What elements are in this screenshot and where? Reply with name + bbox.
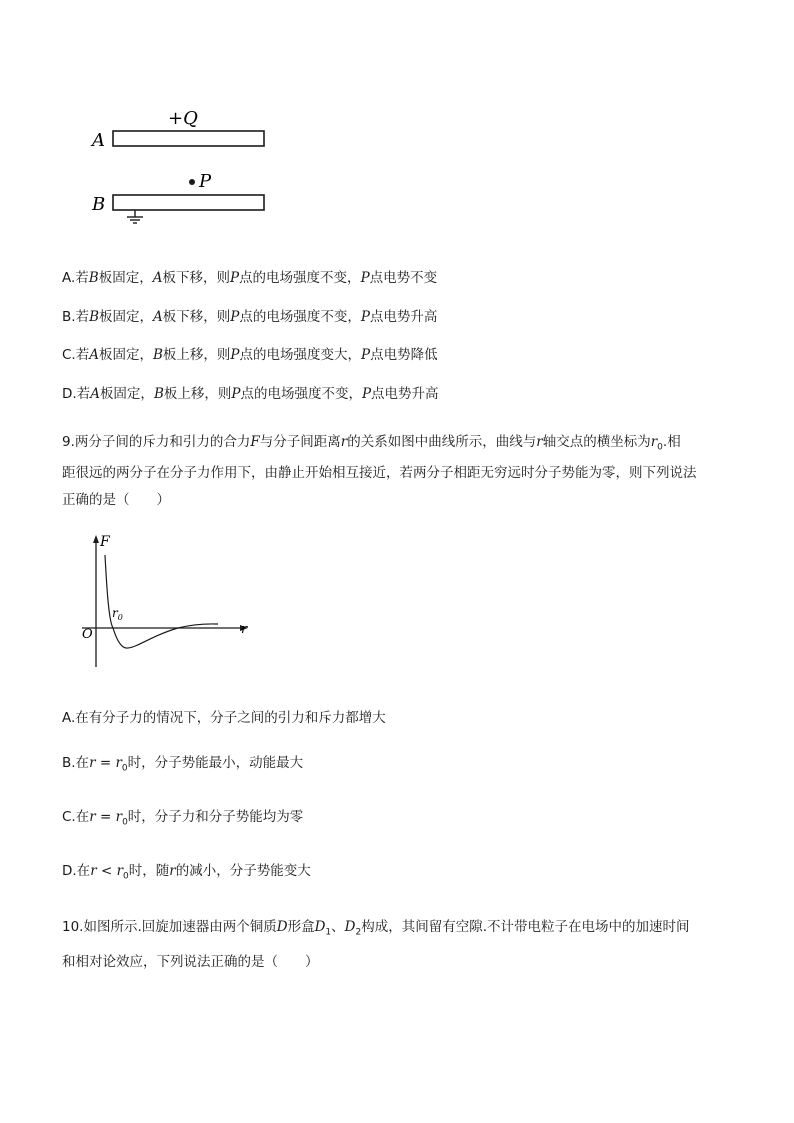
ground-icon [127, 210, 143, 223]
q8-option-a: A.若B板固定，A板下移，则P点的电场强度不变，P点电势不变 [62, 270, 438, 286]
q9-option-d: D.在$r < r_0$时，随r的减小，分子势能变大 [62, 863, 311, 882]
q9-option-a: A.在有分子力的情况下，分子之间的引力和斥力都增大 [62, 710, 386, 726]
capacitor-figure [88, 104, 273, 229]
q9-stem-line2: 距很远的两分子在分子力作用下，由静止开始相互接近，若两分子相距无穷远时分子势能为零，则下列说法 [62, 465, 697, 481]
force-distance-graph [78, 533, 254, 673]
q8-option-c: C.若A板固定，B板上移，则P点的电场强度变大，P点电势降低 [62, 347, 438, 363]
q9-option-b: B.在$r = r_0$时，分子势能最小，动能最大 [62, 755, 304, 774]
origin-label: O [82, 627, 93, 642]
plate-b-label: B [92, 194, 106, 215]
charge-label: +Q [168, 108, 198, 129]
y-axis-arrow-icon [93, 535, 99, 543]
point-p-dot [189, 179, 195, 185]
y-axis-label: F [100, 534, 110, 550]
q8-option-d: D.若A板固定，B板上移，则P点的电场强度不变，P点电势升高 [62, 386, 439, 402]
x-axis-label: r [241, 622, 248, 637]
r0-label: $r_0$ [112, 606, 123, 622]
force-curve [105, 555, 218, 648]
plate-b [113, 195, 264, 210]
point-label: P [199, 171, 212, 192]
q8-option-b: B.若B板固定，A板下移，则P点的电场强度不变，P点电势升高 [62, 309, 438, 325]
q10-stem-line2: 和相对论效应，下列说法正确的是（ ） [62, 954, 319, 970]
q9-stem-line1: 9.两分子间的斥力和引力的合力F与分子间距离r的关系如图中曲线所示，曲线与r轴交点的横坐标为$r_0$.相 [62, 434, 681, 453]
plate-a [113, 131, 264, 146]
q10-stem-line1: 10.如图所示.回旋加速器由两个铜质D形盒$D_1$、$D_2$构成，其间留有空隙.不计带电粒子在电场中的加速时间 [62, 919, 690, 938]
q9-option-c: C.在$r = r_0$时，分子力和分子势能均为零 [62, 809, 304, 828]
q9-stem-line3: 正确的是（ ） [62, 492, 170, 508]
plate-a-label: A [92, 130, 105, 151]
